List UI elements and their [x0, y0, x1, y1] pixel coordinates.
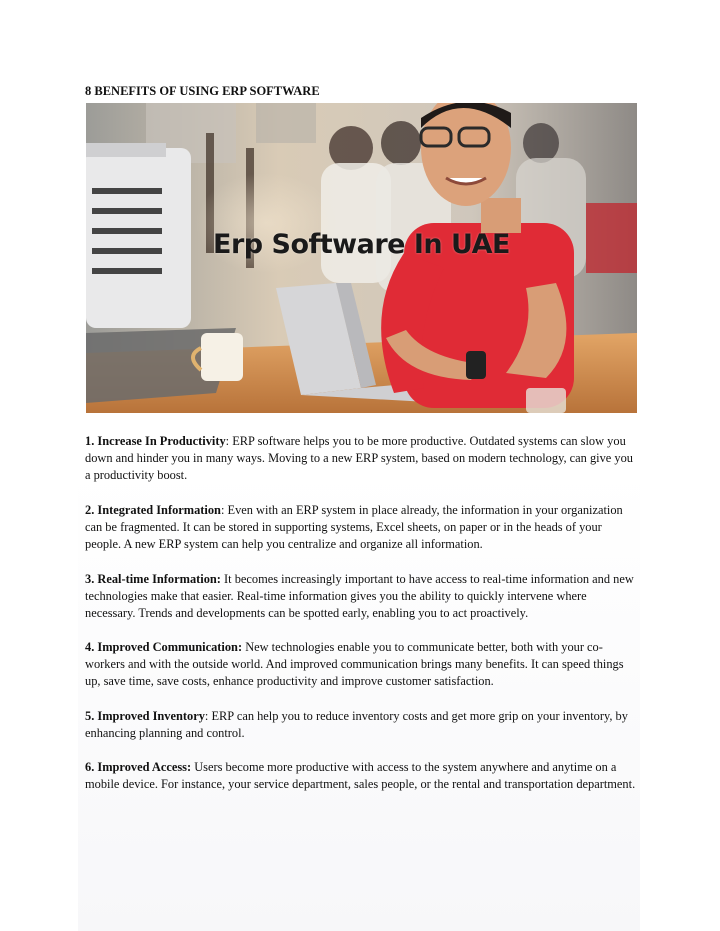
benefit-section-2 [85, 502, 637, 554]
benefit-section-6 [85, 759, 637, 793]
benefit-title: 1. Increase In Productivity [85, 434, 226, 448]
benefit-separator: : [204, 709, 212, 723]
benefit-text: It becomes increasingly important to have access to real-time information and new technologies make that easier. Real-time information gives you the ability to quickly intervene where necessary. Trends and developments can be spotted early, enabling you to act proactively. [85, 572, 634, 621]
benefit-text: ERP software helps you to be more productive. Outdated systems can slow you down and hinder you in many ways. Moving to a new ERP system, based on modern technology, can give you a productivity boost. [85, 434, 633, 483]
benefit-title: 3. Real-time Information: [85, 572, 221, 586]
benefit-section-4 [85, 639, 637, 691]
benefit-text: ERP can help you to reduce inventory costs and get more grip on your inventory, by enhancing planning and control. [85, 709, 628, 741]
hero-caption: Erp Software In UAE [213, 229, 510, 260]
benefit-text: Users become more productive with access to the system anywhere and anytime on a mobile device. For instance, your service department, sales people, or the rental and transportation department. [85, 760, 636, 792]
benefit-text: Even with an ERP system in place already, the information in your organization can be fragmented. It can be stored in supporting systems, Excel sheets, on paper or in the heads of your people. A new ERP system can help you centralize and organize all information. [85, 503, 623, 552]
hero-image [86, 103, 637, 413]
document-heading: 8 BENEFITS OF USING ERP SOFTWARE [85, 84, 320, 98]
benefit-title: 2. Integrated Information [85, 503, 221, 517]
benefit-section-5 [85, 708, 637, 742]
benefit-separator: : [220, 503, 228, 517]
benefit-title: 6. Improved Access: [85, 760, 192, 774]
benefit-separator: : [225, 434, 233, 448]
benefit-title: 5. Improved Inventory [85, 709, 205, 723]
benefit-section-3 [85, 571, 637, 623]
benefit-section-1 [85, 433, 637, 485]
benefit-text: New technologies enable you to communicate better, both with your co-workers and with the outside world. And improved communication brings many benefits. It can speed things up, save time, save costs, enhance productivity and improve customer satisfaction. [85, 640, 624, 689]
benefit-title: 4. Improved Communication: [85, 640, 243, 654]
